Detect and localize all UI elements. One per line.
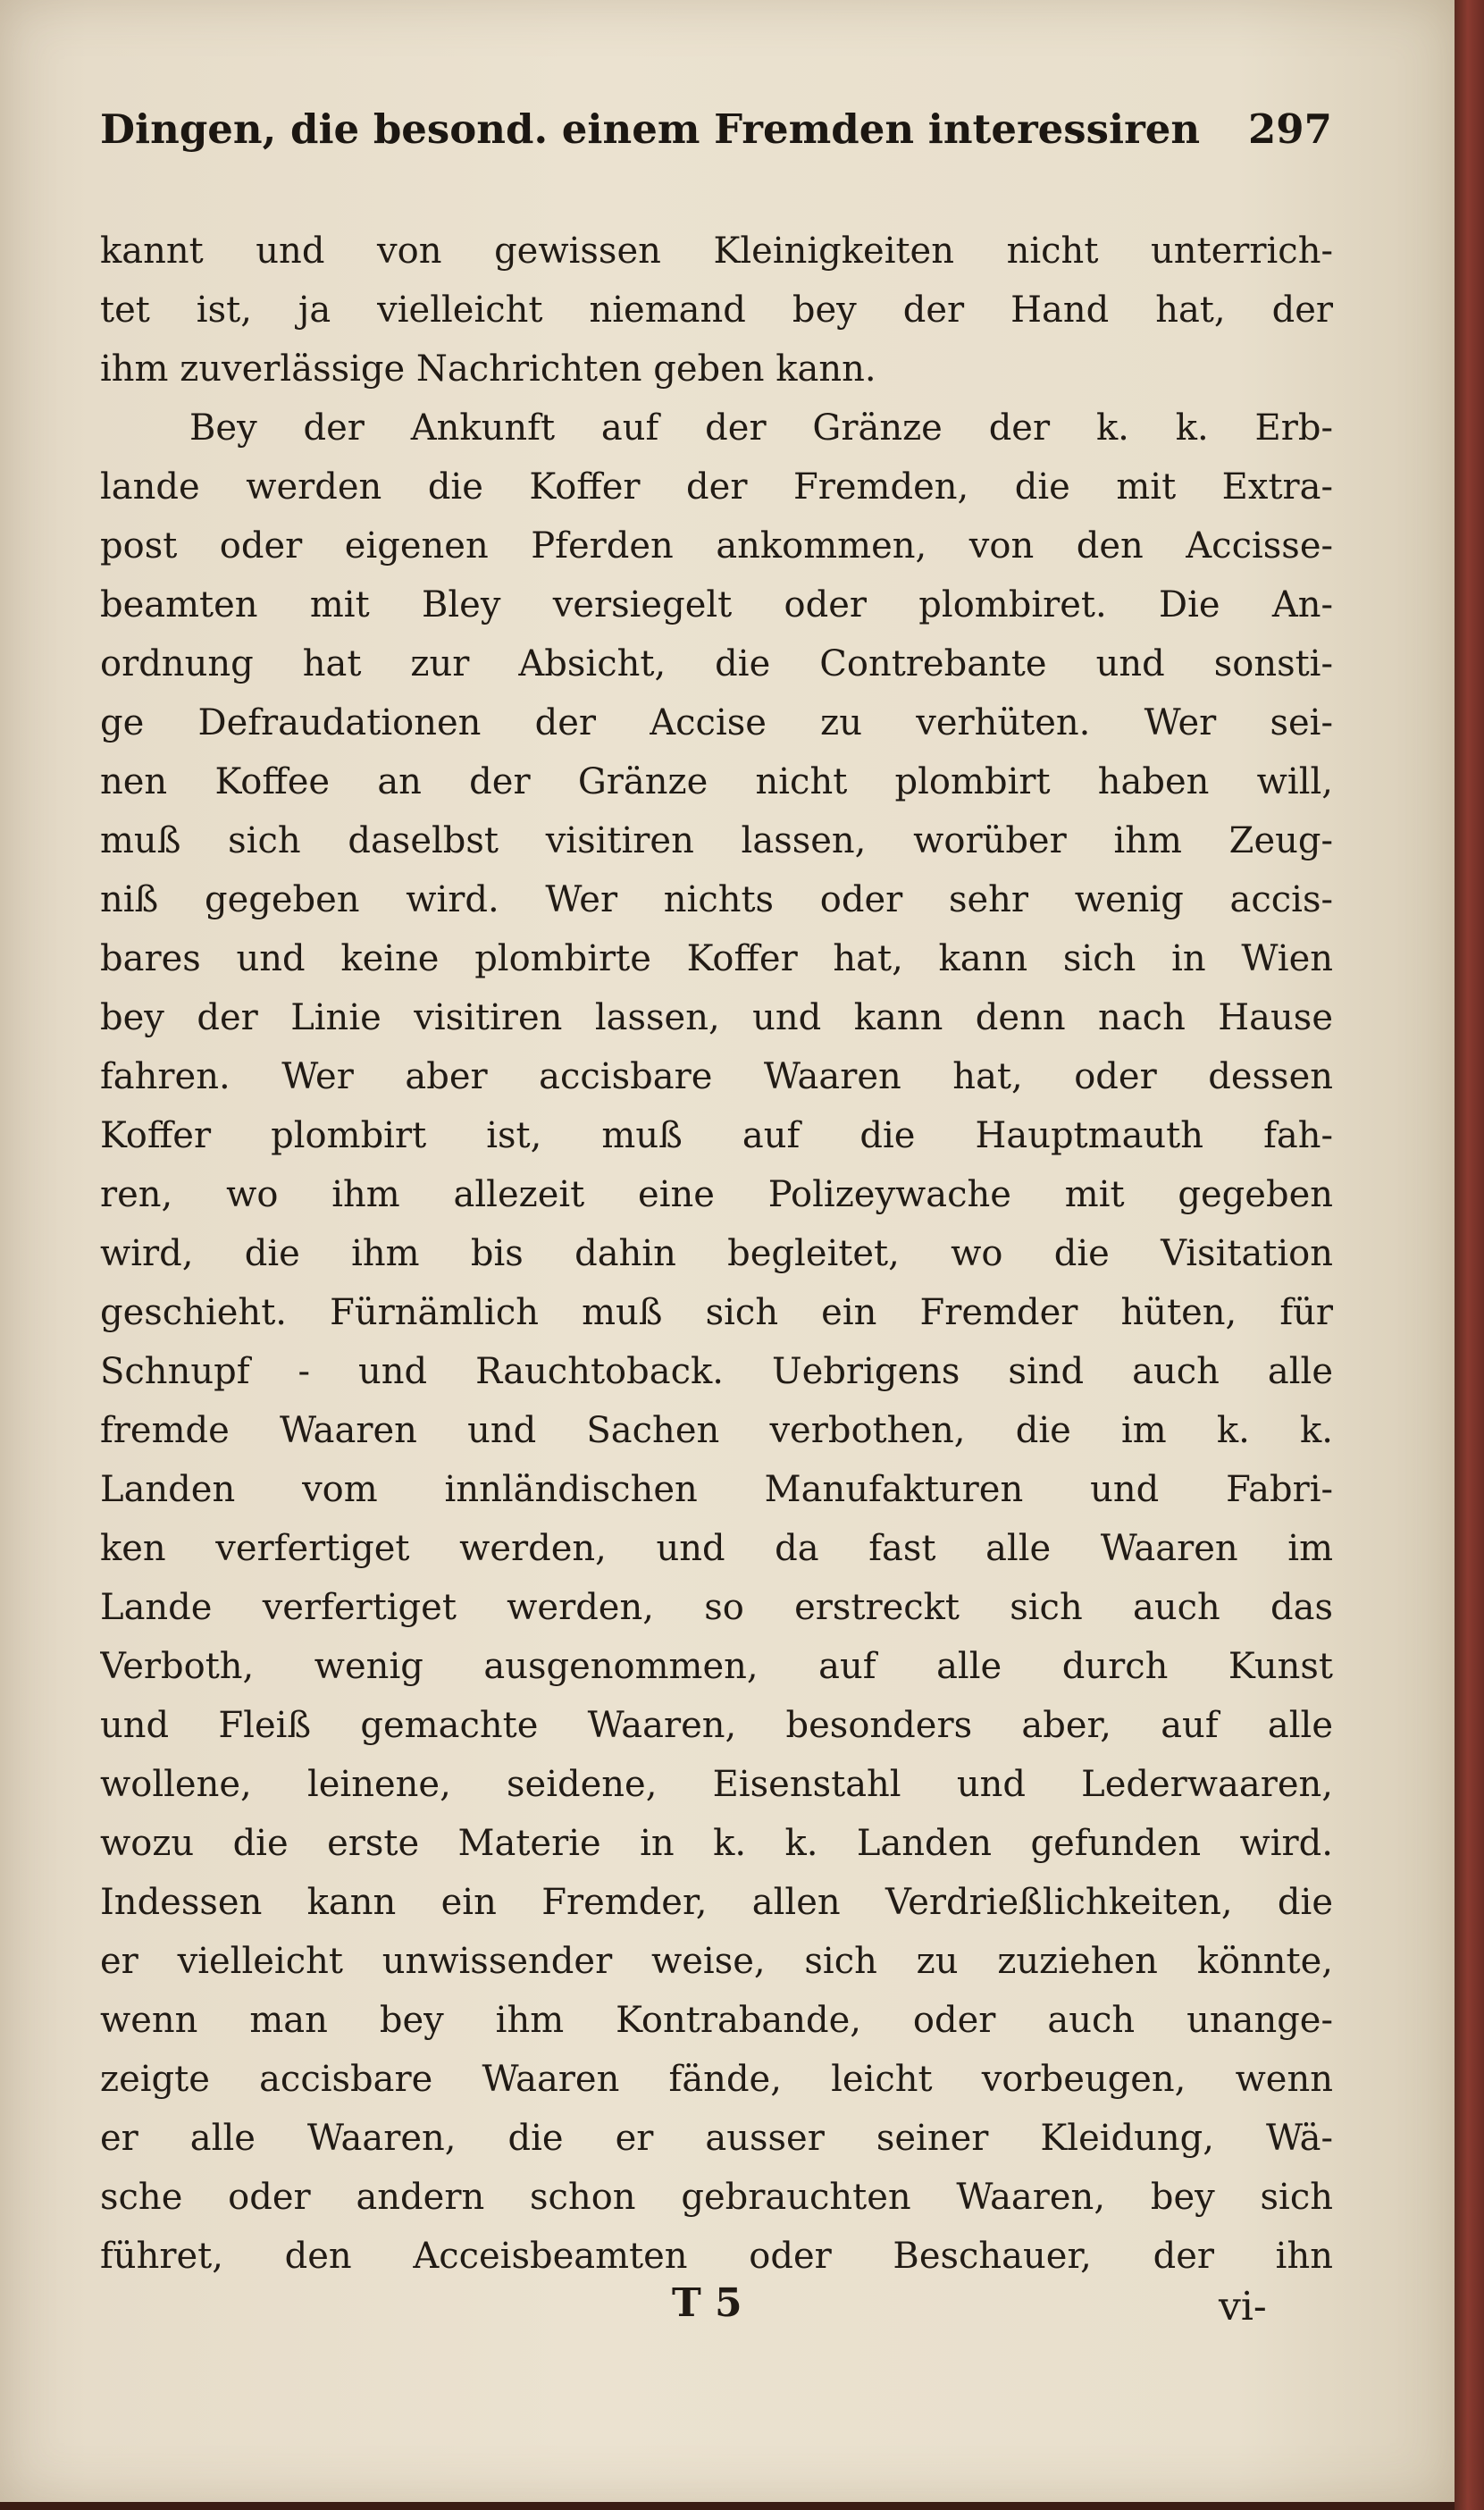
text-line: Schnupf - und Rauchtoback. Uebrigens sind auch alle [100, 1351, 1333, 1392]
page-header [100, 105, 1333, 177]
catchword: vi- [1219, 2284, 1267, 2330]
running-title: Dingen, die besond. einem Fremden interessiren [100, 105, 1201, 153]
text-line: Landen vom innländischen Manufakturen und Fabri- [100, 1469, 1333, 1510]
text-line: sche oder andern schon gebrauchten Waaren, bey sich [100, 2177, 1333, 2218]
text-line: bares und keine plombirte Koffer hat, kann sich in Wien [100, 938, 1333, 979]
text-line: er vielleicht unwissender weise, sich zu zuziehen könnte, [100, 1941, 1333, 1982]
page-footer [100, 2280, 1333, 2343]
text-line: ordnung hat zur Absicht, die Contrebante und sonsti- [100, 643, 1333, 684]
text-line: fremde Waaren und Sachen verbothen, die im k. k. [100, 1410, 1333, 1451]
text-line: lande werden die Koffer der Fremden, die mit Extra- [100, 466, 1333, 508]
text-line: geschieht. Fürnämlich muß sich ein Fremder hüten, für [100, 1292, 1333, 1333]
text-line: nen Koffee an der Gränze nicht plombirt haben will, [100, 761, 1333, 802]
text-line: zeigte accisbare Waaren fände, leicht vorbeugen, wenn [100, 2059, 1333, 2100]
text-line: kannt und von gewissen Kleinigkeiten nicht unterrich- [100, 231, 1333, 272]
text-line: fahren. Wer aber accisbare Waaren hat, oder dessen [100, 1056, 1333, 1097]
text-line: wird, die ihm bis dahin begleitet, wo die Visitation [100, 1233, 1333, 1274]
text-line: post oder eigenen Pferden ankommen, von den Accisse- [100, 525, 1333, 567]
text-line: niß gegeben wird. Wer nichts oder sehr wenig accis- [100, 879, 1333, 920]
text-line: Koffer plombirt ist, muß auf die Hauptmauth fah- [100, 1115, 1333, 1156]
text-line: muß sich daselbst visitiren lassen, worüber ihm Zeug- [100, 820, 1333, 861]
text-line: und Fleiß gemachte Waaren, besonders aber, auf alle [100, 1705, 1333, 1746]
text-line: führet, den Acceisbeamten oder Beschauer, der ihn [100, 2236, 1333, 2277]
text-line: ren, wo ihm allezeit eine Polizeywache mit gegeben [100, 1174, 1333, 1215]
text-line: Verboth, wenig ausgenommen, auf alle durch Kunst [100, 1646, 1333, 1687]
text-line: ihm zuverlässige Nachrichten geben kann. [100, 348, 876, 390]
text-line: er alle Waaren, die er ausser seiner Kleidung, Wä- [100, 2118, 1333, 2159]
book-cover-edge [1455, 0, 1484, 2510]
paragraph-start-line: Bey der Ankunft auf der Gränze der k. k. Erb- [189, 407, 1333, 449]
text-line: bey der Linie visitiren lassen, und kann denn nach Hause [100, 997, 1333, 1038]
text-line: Lande verfertiget werden, so erstreckt sich auch das [100, 1587, 1333, 1628]
text-line: ken verfertiget werden, und da fast alle Waaren im [100, 1528, 1333, 1569]
text-line: wollene, leinene, seidene, Eisenstahl und Lederwaaren, [100, 1764, 1333, 1805]
body-text [100, 222, 1333, 2286]
text-line: wozu die erste Materie in k. k. Landen gefunden wird. [100, 1823, 1333, 1864]
text-line: beamten mit Bley versiegelt oder plombiret. Die An- [100, 584, 1333, 625]
signature-mark: T 5 [672, 2280, 742, 2326]
text-line: tet ist, ja vielleicht niemand bey der Hand hat, der [100, 290, 1333, 331]
text-line: wenn man bey ihm Kontrabande, oder auch unange- [100, 2000, 1333, 2041]
text-line: Indessen kann ein Fremder, allen Verdrießlichkeiten, die [100, 1882, 1333, 1923]
page-number: 297 [1248, 105, 1332, 153]
text-line: ge Defraudationen der Accise zu verhüten. Wer sei- [100, 702, 1333, 743]
